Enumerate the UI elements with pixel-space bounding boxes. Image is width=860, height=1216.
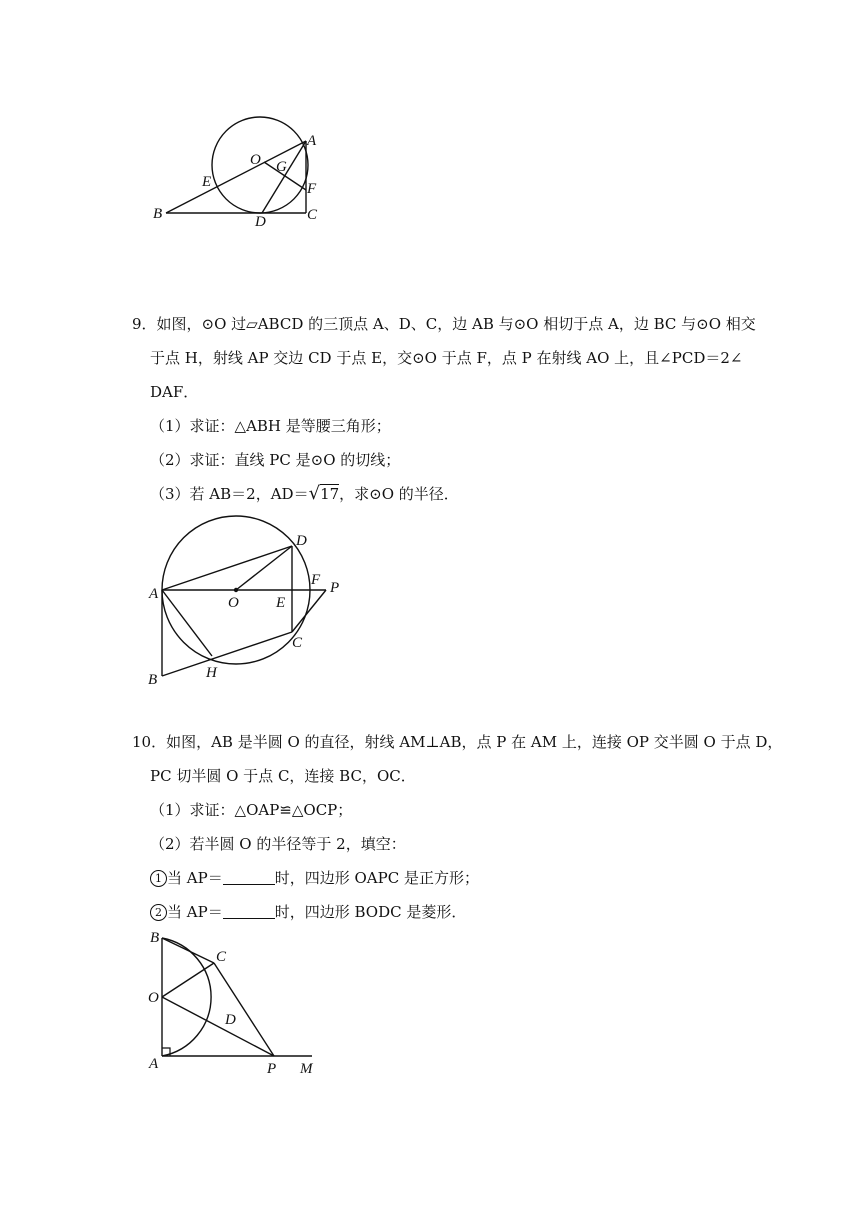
figure-q10 [140, 925, 330, 1080]
q10-part-1: （1）求证：△OAP≌△OCP； [150, 801, 353, 819]
circled-number-2: 2 [150, 904, 167, 921]
q10-sub-1-post: 时，四边形 OAPC 是正方形； [274, 869, 479, 887]
q10-line-1: 10．如图，AB 是半圆 O 的直径，射线 AM⊥AB，点 P 在 AM 上，连接 OP 交半圆 O 于点 D， [132, 733, 783, 751]
label-C: C [216, 949, 227, 965]
label-B: B [150, 930, 160, 946]
sqrt-sign: √ [308, 483, 321, 504]
label-A: A [149, 586, 159, 602]
q9-part-3-post: ，求⊙O 的半径． [339, 485, 459, 503]
label-C: C [307, 207, 318, 223]
label-D: D [296, 533, 307, 549]
q9-line-3: DAF． [150, 383, 199, 401]
label-F: F [311, 572, 321, 588]
label-E: E [202, 174, 212, 190]
answer-blank-1[interactable] [223, 870, 275, 885]
figure-q9 [140, 510, 350, 690]
label-O: O [228, 595, 239, 611]
label-M: M [300, 1061, 313, 1077]
q10-part-2: （2）若半圆 O 的半径等于 2，填空： [150, 835, 406, 853]
label-B: B [153, 206, 163, 222]
label-E: E [276, 595, 286, 611]
label-D: D [255, 214, 266, 230]
q10-line-2: PC 切半圆 O 于点 C，连接 BC，OC． [150, 767, 416, 785]
label-B: B [148, 672, 158, 688]
label-P: P [267, 1061, 277, 1077]
q9-part-1: （1）求证：△ABH 是等腰三角形； [150, 417, 391, 435]
label-C: C [292, 635, 303, 651]
q9-part-3 [150, 484, 459, 504]
label-A: A [307, 133, 317, 149]
q9-part-2: （2）求证：直线 PC 是⊙O 的切线； [150, 451, 401, 469]
q10-sub-2 [150, 902, 466, 922]
q9-line-2: 于点 H，射线 AP 交边 CD 于点 E，交⊙O 于点 F，点 P 在射线 AO 上，且∠PCD＝2∠ [150, 349, 743, 367]
q10-sub-1-pre: 当 AP＝ [167, 869, 223, 887]
q10-sub-1 [150, 868, 479, 888]
label-O: O [148, 990, 159, 1006]
figure-top [140, 105, 360, 235]
label-H: H [206, 665, 217, 681]
label-F: F [307, 181, 317, 197]
label-P: P [330, 580, 340, 596]
answer-blank-2[interactable] [223, 904, 275, 919]
q10-sub-2-post: 时，四边形 BODC 是菱形． [274, 903, 467, 921]
q9-line-1: 9．如图，⊙O 过▱ABCD 的三顶点 A、D、C，边 AB 与⊙O 相切于点 A，边 BC 与⊙O 相交 [132, 315, 756, 333]
q9-part-3-pre: （3）若 AB＝2，AD＝ [150, 485, 309, 503]
circled-number-1: 1 [150, 870, 167, 887]
label-O: O [250, 152, 261, 168]
q9-part-3-radicand: 17 [320, 485, 340, 503]
label-D: D [225, 1012, 236, 1028]
label-A: A [149, 1056, 159, 1072]
label-G: G [276, 159, 287, 175]
q10-sub-2-pre: 当 AP＝ [167, 903, 223, 921]
